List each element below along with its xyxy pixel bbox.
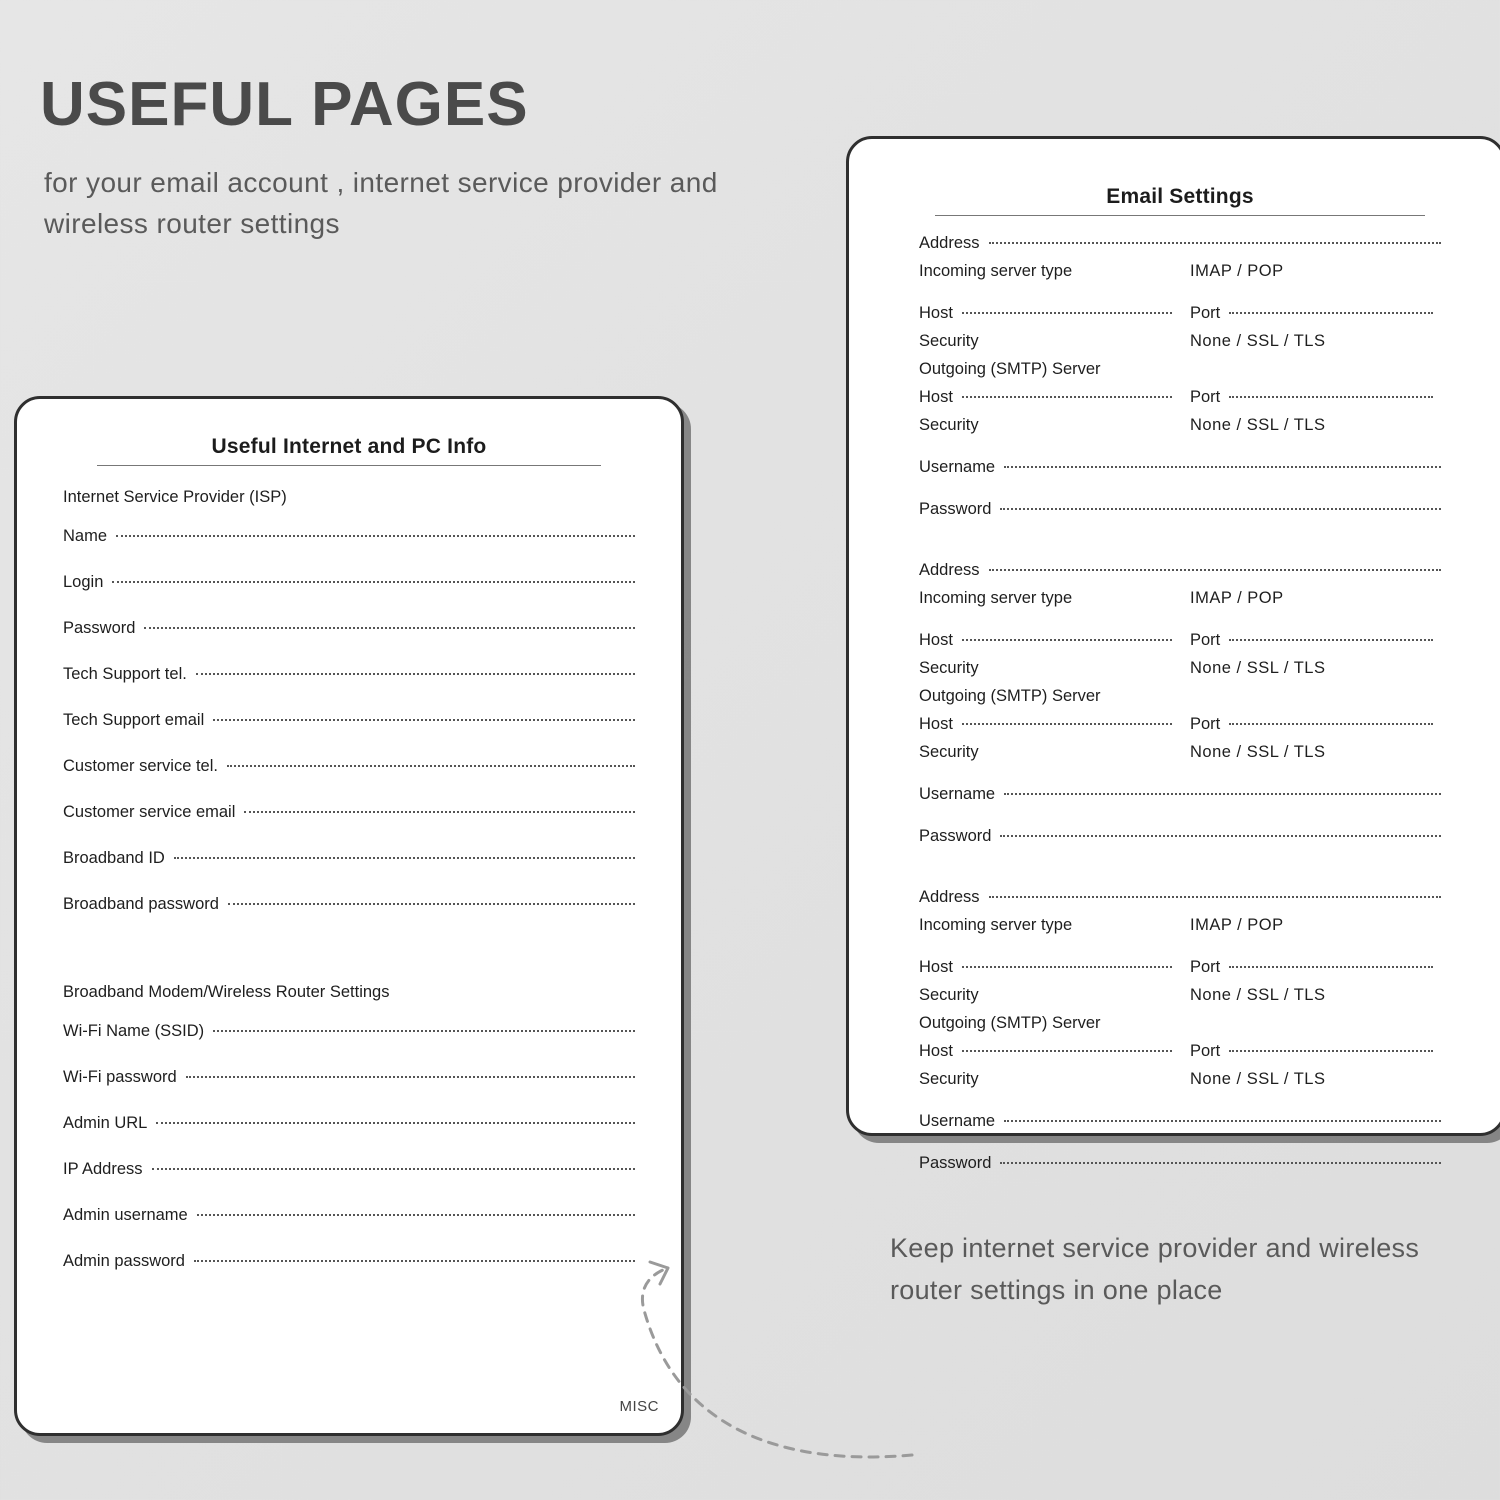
field-password[interactable] xyxy=(919,500,1441,519)
field-dotted-line[interactable] xyxy=(1000,835,1441,837)
block-spacer xyxy=(919,771,1441,785)
block-gap xyxy=(919,541,1441,561)
field-label: Wi-Fi Name (SSID) xyxy=(63,1022,205,1040)
outgoing-smtp-heading: Outgoing (SMTP) Server xyxy=(919,360,1101,378)
field-dotted-line[interactable] xyxy=(156,1122,635,1124)
right-card-title: Email Settings xyxy=(1106,185,1254,208)
field-label: Security xyxy=(919,416,979,434)
field-customer-service-email[interactable] xyxy=(63,803,635,822)
field-label: Host xyxy=(919,304,953,322)
field-dotted-line[interactable] xyxy=(962,1050,1172,1052)
field-label: Port xyxy=(1190,715,1221,733)
field-label: Login xyxy=(63,573,104,591)
field-label: Host xyxy=(919,388,953,406)
caption-text: Keep internet service provider and wireless router settings in one place xyxy=(890,1233,1420,1305)
field-label: Username xyxy=(919,1112,996,1130)
field-password[interactable] xyxy=(919,1154,1441,1173)
field-smtp-host-port[interactable] xyxy=(919,1042,1441,1061)
field-ip-address[interactable] xyxy=(63,1160,635,1179)
security-options[interactable]: None / SSL / TLS xyxy=(1190,1070,1326,1088)
field-dotted-line[interactable] xyxy=(989,569,1441,571)
field-dotted-line[interactable] xyxy=(112,581,635,583)
field-isp-name[interactable] xyxy=(63,527,635,546)
incoming-server-options[interactable]: IMAP / POP xyxy=(1190,262,1284,280)
field-label: Customer service tel. xyxy=(63,757,218,775)
field-label: Admin password xyxy=(63,1252,185,1270)
field-dotted-line[interactable] xyxy=(1229,312,1433,314)
field-label: Address xyxy=(919,234,980,252)
field-smtp-host-port[interactable] xyxy=(919,388,1441,407)
field-dotted-line[interactable] xyxy=(962,639,1172,641)
field-label: Port xyxy=(1190,304,1221,322)
field-address[interactable] xyxy=(919,561,1441,580)
field-label: Name xyxy=(63,527,108,545)
field-dotted-line[interactable] xyxy=(197,1214,635,1216)
field-dotted-line[interactable] xyxy=(989,242,1441,244)
field-dotted-line[interactable] xyxy=(227,765,635,767)
field-label: Security xyxy=(919,1070,979,1088)
field-address[interactable] xyxy=(919,234,1441,253)
field-label: Password xyxy=(63,619,136,637)
field-dotted-line[interactable] xyxy=(1229,639,1433,641)
field-dotted-line[interactable] xyxy=(1000,1162,1441,1164)
security-options[interactable]: None / SSL / TLS xyxy=(1190,743,1326,761)
field-smtp-security[interactable] xyxy=(919,1070,1441,1089)
field-incoming-server-type[interactable] xyxy=(919,589,1441,608)
field-tech-support-tel[interactable] xyxy=(63,665,635,684)
field-username[interactable] xyxy=(919,1112,1441,1131)
field-security[interactable] xyxy=(919,659,1441,678)
page-subtitle: for your email account , internet service provider and wireless router settings xyxy=(44,167,718,239)
field-label: IP Address xyxy=(63,1160,143,1178)
field-label: Admin URL xyxy=(63,1114,148,1132)
field-label: Host xyxy=(919,1042,953,1060)
field-dotted-line[interactable] xyxy=(1004,1120,1441,1122)
email-account-block xyxy=(919,888,1441,1173)
field-smtp-security[interactable] xyxy=(919,743,1441,762)
field-label: Password xyxy=(919,500,992,518)
block-spacer xyxy=(919,944,1441,958)
field-dotted-line[interactable] xyxy=(1000,508,1441,510)
field-security[interactable] xyxy=(919,986,1441,1005)
field-label: Broadband ID xyxy=(63,849,165,867)
field-label: Incoming server type xyxy=(919,589,1073,607)
field-dotted-line[interactable] xyxy=(962,312,1172,314)
field-dotted-line[interactable] xyxy=(144,627,635,629)
field-username[interactable] xyxy=(919,458,1441,477)
field-label: Incoming server type xyxy=(919,262,1073,280)
field-smtp-host-port[interactable] xyxy=(919,715,1441,734)
field-dotted-line[interactable] xyxy=(989,896,1441,898)
email-settings-card xyxy=(846,136,1500,1172)
field-label: Security xyxy=(919,743,979,761)
field-label: Wi-Fi password xyxy=(63,1068,177,1086)
field-admin-url[interactable] xyxy=(63,1114,635,1133)
field-tech-support-email[interactable] xyxy=(63,711,635,730)
useful-internet-pc-info-card xyxy=(14,396,684,1436)
headline-block xyxy=(32,72,732,244)
field-incoming-server-type[interactable] xyxy=(919,262,1441,281)
router-section-heading: Broadband Modem/Wireless Router Settings xyxy=(63,983,390,1001)
field-label: Port xyxy=(1190,388,1221,406)
field-dotted-line[interactable] xyxy=(1229,396,1433,398)
field-label: Security xyxy=(919,332,979,350)
field-label: Customer service email xyxy=(63,803,236,821)
field-host-port[interactable] xyxy=(919,958,1441,977)
block-spacer xyxy=(919,1140,1441,1154)
right-card-title-rule xyxy=(935,215,1426,216)
field-label: Username xyxy=(919,458,996,476)
field-dotted-line[interactable] xyxy=(962,723,1172,725)
field-host-port[interactable] xyxy=(919,631,1441,650)
field-label: Host xyxy=(919,715,953,733)
section-spacer xyxy=(63,941,635,983)
field-dotted-line[interactable] xyxy=(213,1030,635,1032)
email-account-block xyxy=(919,561,1441,846)
field-dotted-line[interactable] xyxy=(1229,966,1433,968)
field-dotted-line[interactable] xyxy=(1229,1050,1433,1052)
block-spacer xyxy=(919,290,1441,304)
field-host-port[interactable] xyxy=(919,304,1441,323)
field-isp-password[interactable] xyxy=(63,619,635,638)
incoming-server-options[interactable]: IMAP / POP xyxy=(1190,589,1284,607)
field-label: Security xyxy=(919,986,979,1004)
block-spacer xyxy=(919,1098,1441,1112)
field-smtp-security[interactable] xyxy=(919,416,1441,435)
email-account-block xyxy=(919,234,1441,519)
field-dotted-line[interactable] xyxy=(116,535,635,537)
field-label: Host xyxy=(919,631,953,649)
field-dotted-line[interactable] xyxy=(152,1168,636,1170)
block-spacer xyxy=(919,813,1441,827)
field-admin-username[interactable] xyxy=(63,1206,635,1225)
field-address[interactable] xyxy=(919,888,1441,907)
field-label: Host xyxy=(919,958,953,976)
field-dotted-line[interactable] xyxy=(1004,793,1441,795)
left-card-title-rule xyxy=(97,465,600,466)
field-label: Security xyxy=(919,659,979,677)
page-title: USEFUL PAGES xyxy=(40,70,529,139)
field-dotted-line[interactable] xyxy=(962,396,1172,398)
block-spacer xyxy=(919,486,1441,500)
field-security[interactable] xyxy=(919,332,1441,351)
field-username[interactable] xyxy=(919,785,1441,804)
field-dotted-line[interactable] xyxy=(186,1076,635,1078)
field-label: Tech Support tel. xyxy=(63,665,187,683)
field-dotted-line[interactable] xyxy=(196,673,635,675)
field-label: Address xyxy=(919,888,980,906)
incoming-server-options[interactable]: IMAP / POP xyxy=(1190,916,1284,934)
block-spacer xyxy=(919,444,1441,458)
field-isp-login[interactable] xyxy=(63,573,635,592)
block-gap xyxy=(919,868,1441,888)
field-dotted-line[interactable] xyxy=(244,811,635,813)
field-broadband-id[interactable] xyxy=(63,849,635,868)
field-customer-service-tel[interactable] xyxy=(63,757,635,776)
field-dotted-line[interactable] xyxy=(213,719,635,721)
field-broadband-password[interactable] xyxy=(63,895,635,914)
field-dotted-line[interactable] xyxy=(1004,466,1441,468)
security-options[interactable]: None / SSL / TLS xyxy=(1190,659,1326,677)
field-admin-password[interactable] xyxy=(63,1252,635,1271)
outgoing-smtp-heading: Outgoing (SMTP) Server xyxy=(919,1014,1101,1032)
field-label: Port xyxy=(1190,958,1221,976)
field-label: Admin username xyxy=(63,1206,188,1224)
security-options[interactable]: None / SSL / TLS xyxy=(1190,332,1326,350)
field-label: Broadband password xyxy=(63,895,219,913)
block-spacer xyxy=(919,617,1441,631)
page-category-tag: MISC xyxy=(619,1398,659,1415)
field-label: Address xyxy=(919,561,980,579)
field-label: Tech Support email xyxy=(63,711,205,729)
field-wifi-password[interactable] xyxy=(63,1068,635,1087)
field-dotted-line[interactable] xyxy=(194,1260,635,1262)
field-label: Port xyxy=(1190,1042,1221,1060)
left-card-title: Useful Internet and PC Info xyxy=(211,435,487,458)
field-label: Username xyxy=(919,785,996,803)
isp-section-heading: Internet Service Provider (ISP) xyxy=(63,488,287,506)
field-dotted-line[interactable] xyxy=(174,857,635,859)
field-password[interactable] xyxy=(919,827,1441,846)
field-label: Password xyxy=(919,1154,992,1172)
field-incoming-server-type[interactable] xyxy=(919,916,1441,935)
field-label: Port xyxy=(1190,631,1221,649)
field-dotted-line[interactable] xyxy=(228,903,635,905)
security-options[interactable]: None / SSL / TLS xyxy=(1190,416,1326,434)
field-label: Password xyxy=(919,827,992,845)
field-dotted-line[interactable] xyxy=(962,966,1172,968)
security-options[interactable]: None / SSL / TLS xyxy=(1190,986,1326,1004)
field-dotted-line[interactable] xyxy=(1229,723,1433,725)
field-label: Incoming server type xyxy=(919,916,1073,934)
field-wifi-ssid[interactable] xyxy=(63,1022,635,1041)
outgoing-smtp-heading: Outgoing (SMTP) Server xyxy=(919,687,1101,705)
